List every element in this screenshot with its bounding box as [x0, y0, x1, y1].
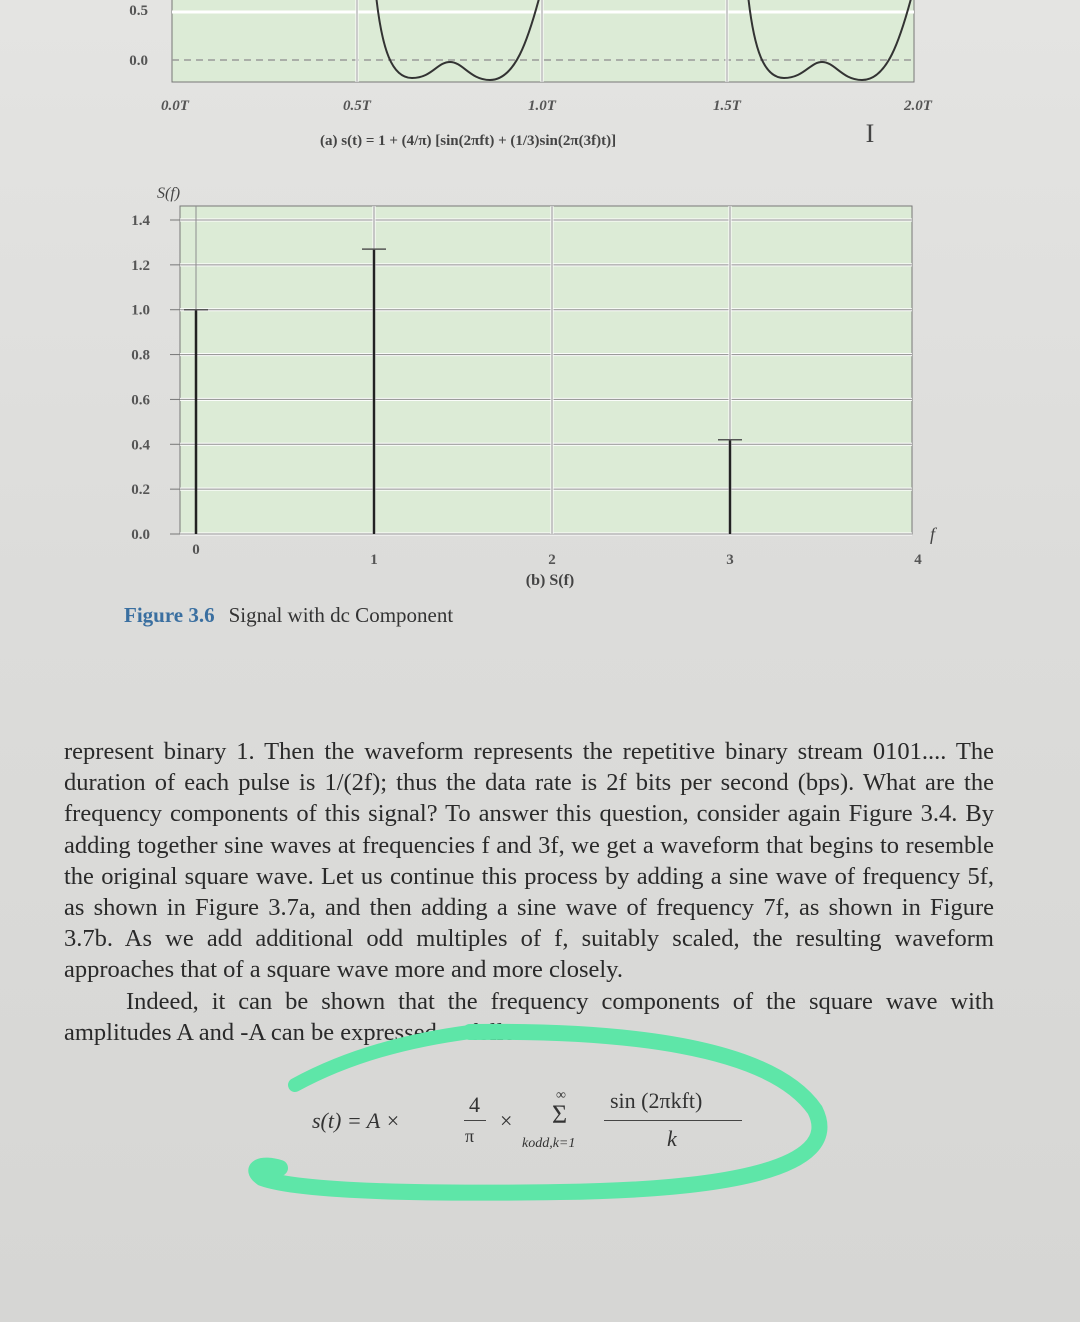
x-tick-label: 2.0T	[904, 98, 932, 114]
paragraph: Indeed, it can be shown that the frequency components of the square wave with amplitudes A and -A can be expressed as follows:	[64, 987, 994, 1046]
summation-symbol: Σ	[552, 1100, 568, 1129]
y-tick-label: 0.8	[131, 347, 150, 364]
sum-lower-limit: kodd,k=1	[522, 1136, 576, 1151]
x-tick-label: 3	[726, 552, 734, 568]
figure-title: Signal with dc Component	[228, 603, 454, 627]
fraction-numerator: 4	[469, 1092, 480, 1117]
x-tick-label: 0.0T	[161, 98, 189, 114]
figure-number: Figure 3.6	[124, 603, 215, 627]
y-tick-label: 0.5	[129, 3, 148, 19]
y-tick-label: 0.0	[129, 53, 148, 69]
fraction-denominator: π	[465, 1126, 475, 1146]
term-numerator: sin (2πkft)	[610, 1088, 703, 1113]
text-cursor-icon: I	[865, 119, 875, 148]
y-tick-label: 1.4	[131, 213, 150, 229]
chart-title: (b) S(f)	[525, 572, 575, 589]
equation-lhs: s(t) = A ×	[312, 1108, 401, 1133]
times-sign: ×	[500, 1108, 513, 1133]
x-tick-label: 0	[192, 542, 200, 558]
y-tick-label: 0.0	[131, 527, 150, 543]
term-denominator: k	[667, 1126, 677, 1151]
y-tick-label: 0.6	[131, 392, 150, 409]
y-tick-label: 0.2	[131, 482, 150, 499]
paragraph: represent binary 1. Then the waveform represents the repetitive binary stream 0101.... The duration of each pulse is 1/(2f); thus the data rate is 2f bits per second (bps). What are the frequency components of this signal? To answer this question, consider again Figure 3.4. By adding together sine waves at frequencies f and 3f, we get a waveform that begins to resemble the original square wave. Let us continue this process by adding a sine wave of frequency 5f, as shown in Figure 3.7a, and then adding a sine wave of frequency 7f, as shown in Figure 3.7b. As we add additional odd multiples of f, suitably scaled, the resulting waveform approaches that of a square wave more and more closely.	[64, 738, 994, 984]
y-tick-label: 0.4	[131, 437, 150, 454]
sum-upper-limit: ∞	[556, 1088, 566, 1103]
x-tick-label: 0.5T	[343, 98, 371, 114]
x-tick-label: 1.0T	[528, 98, 556, 114]
figure-a-caption: (a) s(t) = 1 + (4/π) [sin(2πft) + (1/3)sin(2π(3f)t)]	[320, 133, 617, 149]
x-tick-label: 4	[914, 552, 922, 568]
x-axis-label: f	[930, 524, 936, 544]
x-tick-label: 2	[548, 552, 556, 568]
y-tick-label: 1.2	[131, 257, 150, 274]
x-tick-label: 1.5T	[713, 98, 741, 114]
y-axis-label: S(f)	[157, 185, 181, 202]
x-tick-label: 1	[370, 552, 378, 568]
y-tick-label: 1.0	[131, 302, 150, 319]
